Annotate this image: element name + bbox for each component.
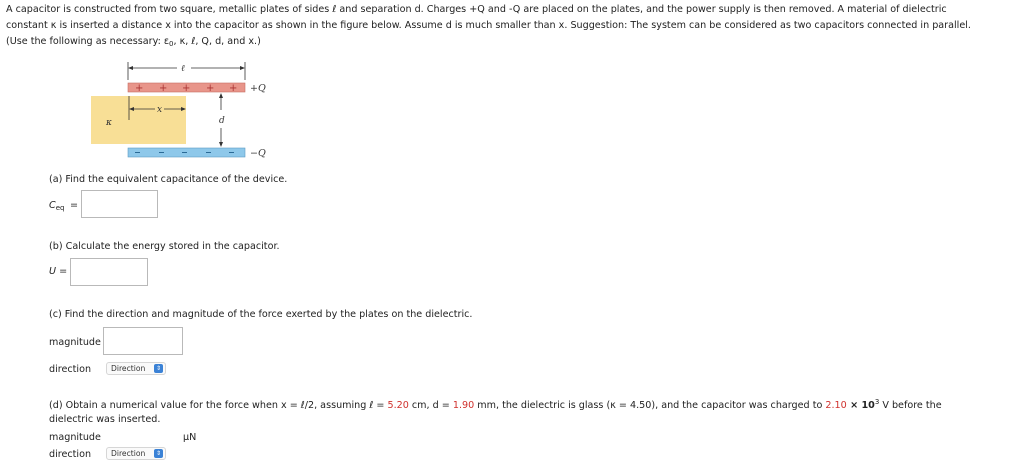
part-d-exp: 3 <box>874 398 880 406</box>
part-a-question: (a) Find the equivalent capacitance of the device. <box>49 174 288 185</box>
part-d-text-2: cm, d = <box>408 400 453 411</box>
svg-text:+: + <box>159 83 168 94</box>
ceq-label-sub: eq <box>55 204 65 212</box>
part-c-direction-select[interactable] <box>106 362 166 375</box>
select-chevron-icon: ⇕ <box>155 365 162 372</box>
part-c-magnitude-label: magnitude <box>49 337 101 348</box>
svg-text:+: + <box>135 83 144 94</box>
part-d-text-1: (d) Obtain a numerical value for the force when x = ℓ/2, assuming ℓ = <box>49 400 388 411</box>
svg-text:+: + <box>206 83 215 94</box>
part-d-v-value: 2.10 <box>825 400 847 411</box>
problem-line-3 <box>6 34 1021 50</box>
part-c-direction-label: direction <box>49 364 92 375</box>
select-chevron-icon: ⇕ <box>155 450 162 457</box>
part-d-direction-label: direction <box>49 449 92 460</box>
part-d-question <box>49 398 942 411</box>
ell-dimension <box>128 62 245 80</box>
ceq-label <box>49 200 64 212</box>
part-d-direction-select[interactable] <box>106 447 166 460</box>
part-d-direction-select-label: Direction <box>111 449 146 458</box>
part-d-question-line-2: dielectric was inserted. <box>49 414 161 425</box>
plus-q-label: +Q <box>250 83 266 94</box>
x-label: x <box>157 105 163 115</box>
u-label: U = <box>49 266 68 277</box>
part-b-question: (b) Calculate the energy stored in the capacitor. <box>49 241 280 252</box>
ceq-equals: = <box>70 200 79 211</box>
energy-input[interactable] <box>70 258 148 286</box>
part-c-magnitude-input[interactable] <box>103 327 183 355</box>
minus-q-label: −Q <box>250 148 266 159</box>
part-d-text-3: mm, the dielectric is glass (κ = 4.50), and the capacitor was charged to <box>474 400 826 411</box>
part-c-question: (c) Find the direction and magnitude of the force exerted by the plates on the dielectric. <box>49 309 473 320</box>
ceq-label-main: C <box>49 200 56 211</box>
capacitor-figure <box>85 58 285 162</box>
ceq-input[interactable] <box>81 190 158 218</box>
problem-line-1: A capacitor is constructed from two square, metallic plates of sides ℓ and separation d. Charges +Q and -Q are placed on the plates, and the power supply is then removed. A material of dielectric <box>6 4 947 15</box>
problem-line-3-prefix: (Use the following as necessary: ε <box>6 36 170 47</box>
part-d-magnitude-label: magnitude <box>49 432 101 443</box>
problem-line-3-suffix: , κ, ℓ, Q, d, and x.) <box>173 36 261 47</box>
ell-label: ℓ <box>181 64 185 74</box>
problem-line-3-sub: 0 <box>169 40 174 48</box>
d-label: d <box>219 116 225 126</box>
part-c-direction-select-label: Direction <box>111 364 146 373</box>
part-d-times: × 10 <box>846 400 875 411</box>
part-d-unit: μN <box>183 432 197 443</box>
part-d-d-value: 1.90 <box>452 400 475 411</box>
svg-text:+: + <box>229 83 238 94</box>
kappa-label: κ <box>106 118 112 128</box>
svg-text:+: + <box>182 83 191 94</box>
part-d-text-4: V before the <box>879 400 942 411</box>
problem-line-2: constant κ is inserted a distance x into the capacitor as shown in the figure below. Assume d is much smaller than x. Suggestion: The system can be considered as two capacitors connected in parallel. <box>6 20 971 31</box>
part-d-ell-value: 5.20 <box>387 400 409 411</box>
problem-statement <box>6 2 1021 50</box>
